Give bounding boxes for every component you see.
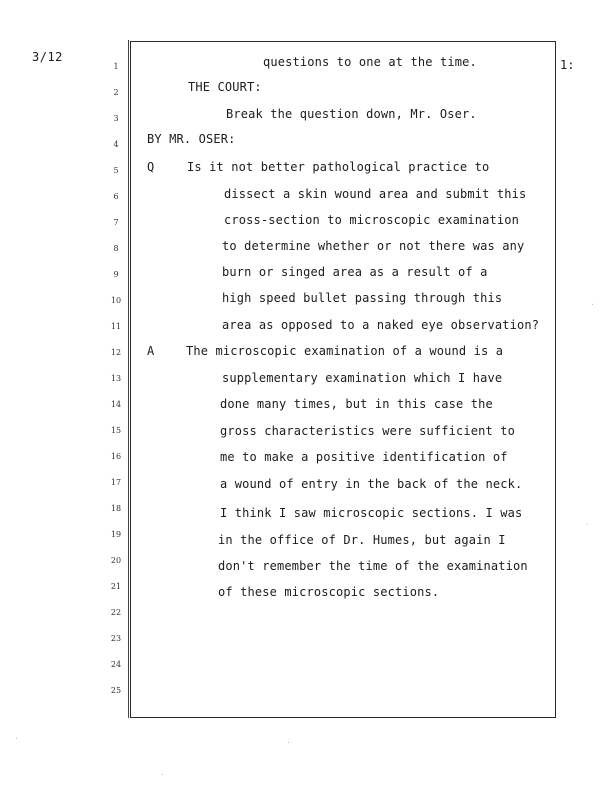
scan-speck: · bbox=[590, 300, 595, 309]
transcript-line: high speed bullet passing through this bbox=[222, 291, 503, 305]
scan-speck: · bbox=[14, 734, 19, 743]
transcript-line: in the office of Dr. Humes, but again I bbox=[218, 533, 506, 547]
scan-speck: · bbox=[160, 770, 165, 779]
line-number: 25 bbox=[110, 686, 122, 695]
line-number: 23 bbox=[110, 634, 122, 643]
line-number: 5 bbox=[113, 166, 119, 175]
line-number: 6 bbox=[113, 192, 119, 201]
line-number: 7 bbox=[113, 218, 119, 227]
line-number: 3 bbox=[113, 114, 119, 123]
line-number: 15 bbox=[110, 426, 122, 435]
scan-speck: · bbox=[286, 738, 291, 747]
page-number-fragment: 1: bbox=[560, 58, 575, 72]
transcript-line: don't remember the time of the examination bbox=[218, 559, 528, 573]
transcript-line: THE COURT: bbox=[188, 80, 262, 94]
line-number: 4 bbox=[113, 140, 119, 149]
speaker-label: A bbox=[147, 344, 155, 358]
transcript-line: cross-section to microscopic examination bbox=[224, 213, 519, 227]
transcript-line: questions to one at the time. bbox=[263, 55, 477, 69]
page-mark: 3/12 bbox=[32, 50, 63, 64]
transcript-line: done many times, but in this case the bbox=[220, 397, 493, 411]
line-number: 14 bbox=[110, 400, 122, 409]
transcript-line: of these microscopic sections. bbox=[218, 585, 440, 599]
line-number: 20 bbox=[110, 556, 122, 565]
transcript-line: burn or singed area as a result of a bbox=[222, 265, 488, 279]
line-number: 22 bbox=[110, 608, 122, 617]
line-number: 24 bbox=[110, 660, 122, 669]
scan-speck: · bbox=[585, 520, 590, 529]
line-number: 21 bbox=[110, 582, 122, 591]
transcript-line: Is it not better pathological practice to bbox=[187, 160, 490, 174]
line-number: 11 bbox=[110, 322, 122, 331]
line-number: 16 bbox=[110, 452, 122, 461]
line-number: 9 bbox=[113, 270, 119, 279]
speaker-label: Q bbox=[147, 160, 155, 174]
transcript-line: Break the question down, Mr. Oser. bbox=[226, 107, 477, 121]
line-number: 12 bbox=[110, 348, 122, 357]
transcript-line: BY MR. OSER: bbox=[147, 132, 236, 146]
transcript-line: to determine whether or not there was any bbox=[222, 239, 525, 253]
transcript-line: area as opposed to a naked eye observation? bbox=[222, 318, 540, 332]
line-number: 2 bbox=[113, 88, 119, 97]
transcript-line: dissect a skin wound area and submit this bbox=[224, 187, 527, 201]
line-number: 10 bbox=[110, 296, 122, 305]
line-number: 17 bbox=[110, 478, 122, 487]
transcript-line: I think I saw microscopic sections. I was bbox=[220, 506, 523, 520]
transcript-line: a wound of entry in the back of the neck. bbox=[220, 477, 523, 491]
line-number: 13 bbox=[110, 374, 122, 383]
transcript-line: supplementary examination which I have bbox=[222, 371, 503, 385]
transcript-line: The microscopic examination of a wound is a bbox=[186, 344, 504, 358]
transcript-line: me to make a positive identification of bbox=[220, 450, 508, 464]
line-number: 19 bbox=[110, 530, 122, 539]
line-number: 18 bbox=[110, 504, 122, 513]
line-number: 1 bbox=[113, 62, 119, 71]
transcript-line: gross characteristics were sufficient to bbox=[220, 424, 515, 438]
line-number: 8 bbox=[113, 244, 119, 253]
